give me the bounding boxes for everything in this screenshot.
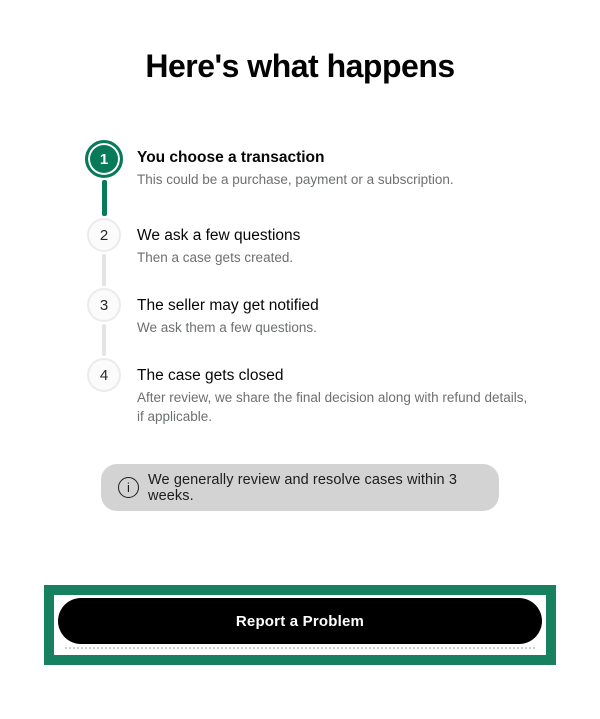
step-2-number-badge: 2 bbox=[87, 218, 121, 252]
cta-dotted-line bbox=[65, 647, 534, 649]
step-rail bbox=[84, 358, 124, 440]
step-rail bbox=[84, 288, 124, 358]
step-description: Then a case gets created. bbox=[137, 250, 294, 265]
step-connector-line bbox=[102, 254, 106, 286]
step-rail bbox=[84, 218, 124, 288]
step-body bbox=[137, 218, 300, 288]
step-description: We ask them a few questions. bbox=[137, 320, 317, 335]
step-1-number-badge: 1 bbox=[85, 140, 123, 178]
cta-highlight-box bbox=[44, 585, 556, 665]
step-body bbox=[137, 288, 319, 358]
step-description: After review, we share the final decision along with refund details, if applicable. bbox=[137, 390, 528, 424]
notice-text: We generally review and resolve cases within 3 weeks. bbox=[148, 471, 457, 504]
step-row-1 bbox=[84, 140, 600, 218]
step-connector-line bbox=[102, 324, 106, 356]
step-row-4 bbox=[84, 358, 600, 440]
report-problem-screen bbox=[0, 46, 600, 719]
step-body bbox=[137, 140, 454, 218]
step-title: You choose a transaction bbox=[137, 149, 325, 166]
step-4-number-badge: 4 bbox=[87, 358, 121, 392]
process-stepper bbox=[0, 140, 600, 440]
step-3-number-badge: 3 bbox=[87, 288, 121, 322]
step-row-3 bbox=[84, 288, 600, 358]
step-row-2 bbox=[84, 218, 600, 288]
step-body bbox=[137, 358, 529, 440]
page-title: Here's what happens bbox=[145, 48, 455, 84]
info-icon: i bbox=[118, 477, 139, 498]
step-description: This could be a purchase, payment or a subscription. bbox=[137, 172, 454, 187]
step-title: We ask a few questions bbox=[137, 227, 301, 244]
step-title: The case gets closed bbox=[137, 367, 284, 384]
report-a-problem-button[interactable]: Report a Problem bbox=[58, 598, 542, 644]
step-rail bbox=[84, 140, 124, 218]
step-title: The seller may get notified bbox=[137, 297, 319, 314]
step-connector-line bbox=[102, 180, 107, 216]
review-time-notice bbox=[101, 464, 499, 511]
